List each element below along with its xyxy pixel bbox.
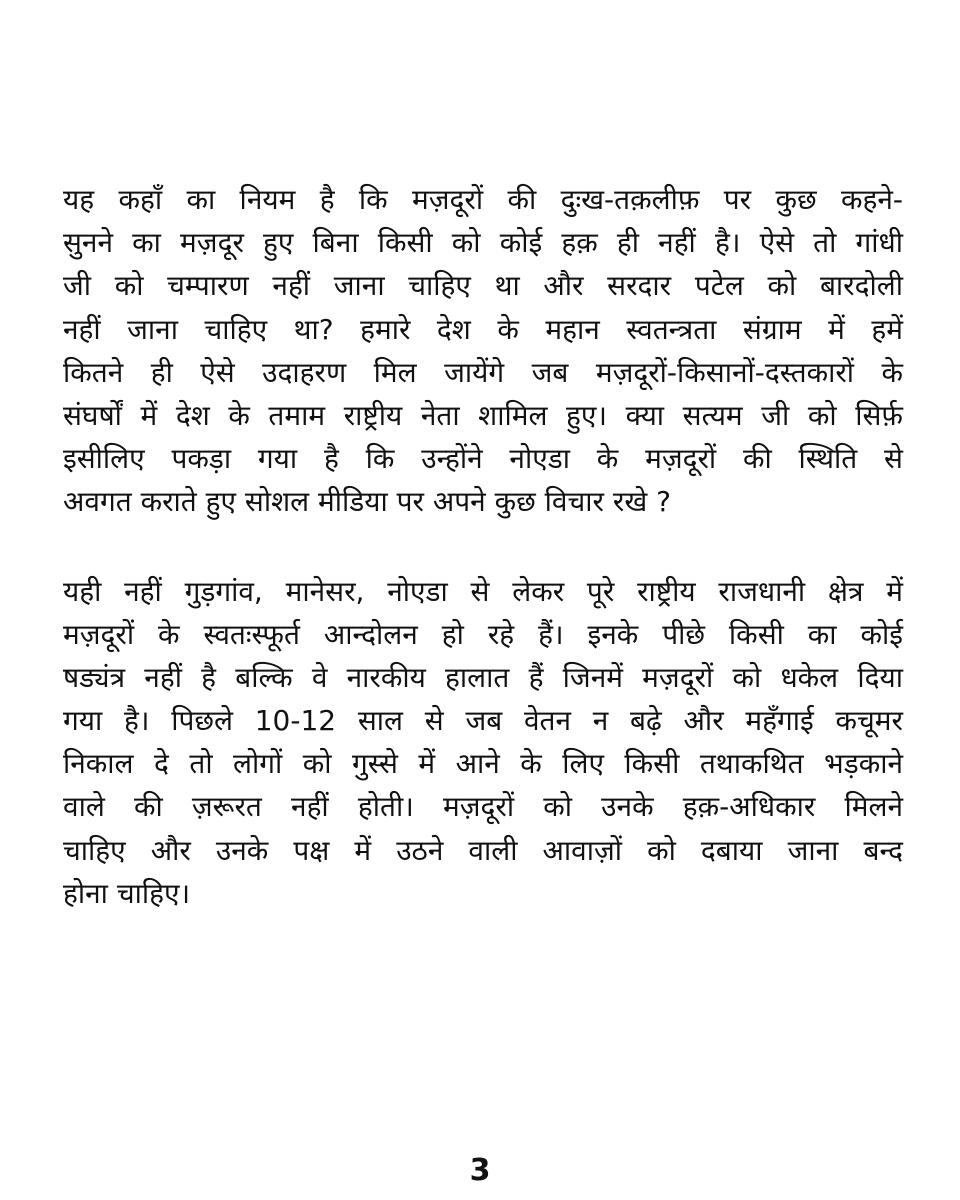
text-line: गया है। पिछले 10-12 साल से जब वेतन न बढ़े और महँगाई कचूमर xyxy=(63,704,903,738)
text-line: नहीं जाना चाहिए था? हमारे देश के महान स्वतन्त्रता संग्राम में हमें xyxy=(63,312,903,346)
paragraph-2 xyxy=(63,570,903,916)
text-line: यह कहाँ का नियम है कि मज़दूरों की दुःख-तक़लीफ़ पर कुछ कहने- xyxy=(63,183,903,216)
body-text xyxy=(63,178,903,915)
text-line: यही नहीं गुड़गांव, मानेसर, नोएडा से लेकर पूरे राष्ट्रीय राजधानी क्षेत्र में xyxy=(63,574,903,608)
text-line: षड्यंत्र नहीं है बल्कि वे नारकीय हालात हैं जिनमें मज़दूरों को धकेल दिया xyxy=(63,660,903,694)
paragraph-gap xyxy=(63,524,903,570)
text-line: इसीलिए पकड़ा गया है कि उन्होंने नोएडा के मज़दूरों की स्थिति से xyxy=(63,442,903,476)
text-line: अवगत कराते हुए सोशल मीडिया पर अपने कुछ विचार रखे ? xyxy=(63,485,671,519)
text-line: चाहिए और उनके पक्ष में उठने वाली आवाज़ों को दबाया जाना बन्द xyxy=(63,833,903,867)
text-line: वाले की ज़रूरत नहीं होती। मज़दूरों को उनके हक़-अधिकार मिलने xyxy=(63,790,903,824)
paragraph-1 xyxy=(63,178,903,524)
text-line: संघर्षों में देश के तमाम राष्ट्रीय नेता शामिल हुए। क्या सत्यम जी को सिर्फ़ xyxy=(63,398,903,432)
text-line: कितने ही ऐसे उदाहरण मिल जायेंगे जब मज़दूरों-किसानों-दस्तकारों के xyxy=(63,355,903,389)
page-number: 3 xyxy=(469,1153,491,1188)
text-line: सुनने का मज़दूर हुए बिना किसी को कोई हक़ ही नहीं है। ऐसे तो गांधी xyxy=(63,226,903,260)
text-line: मज़दूरों के स्वतःस्फूर्त आन्दोलन हो रहे हैं। इनके पीछे किसी का कोई xyxy=(63,617,903,651)
text-line: जी को चम्पारण नहीं जाना चाहिए था और सरदार पटेल को बारदोली xyxy=(63,269,903,303)
text-line: होना चाहिए। xyxy=(63,876,191,910)
text-line: निकाल दे तो लोगों को गुस्से में आने के लिए किसी तथाकथित भड़काने xyxy=(63,747,903,781)
